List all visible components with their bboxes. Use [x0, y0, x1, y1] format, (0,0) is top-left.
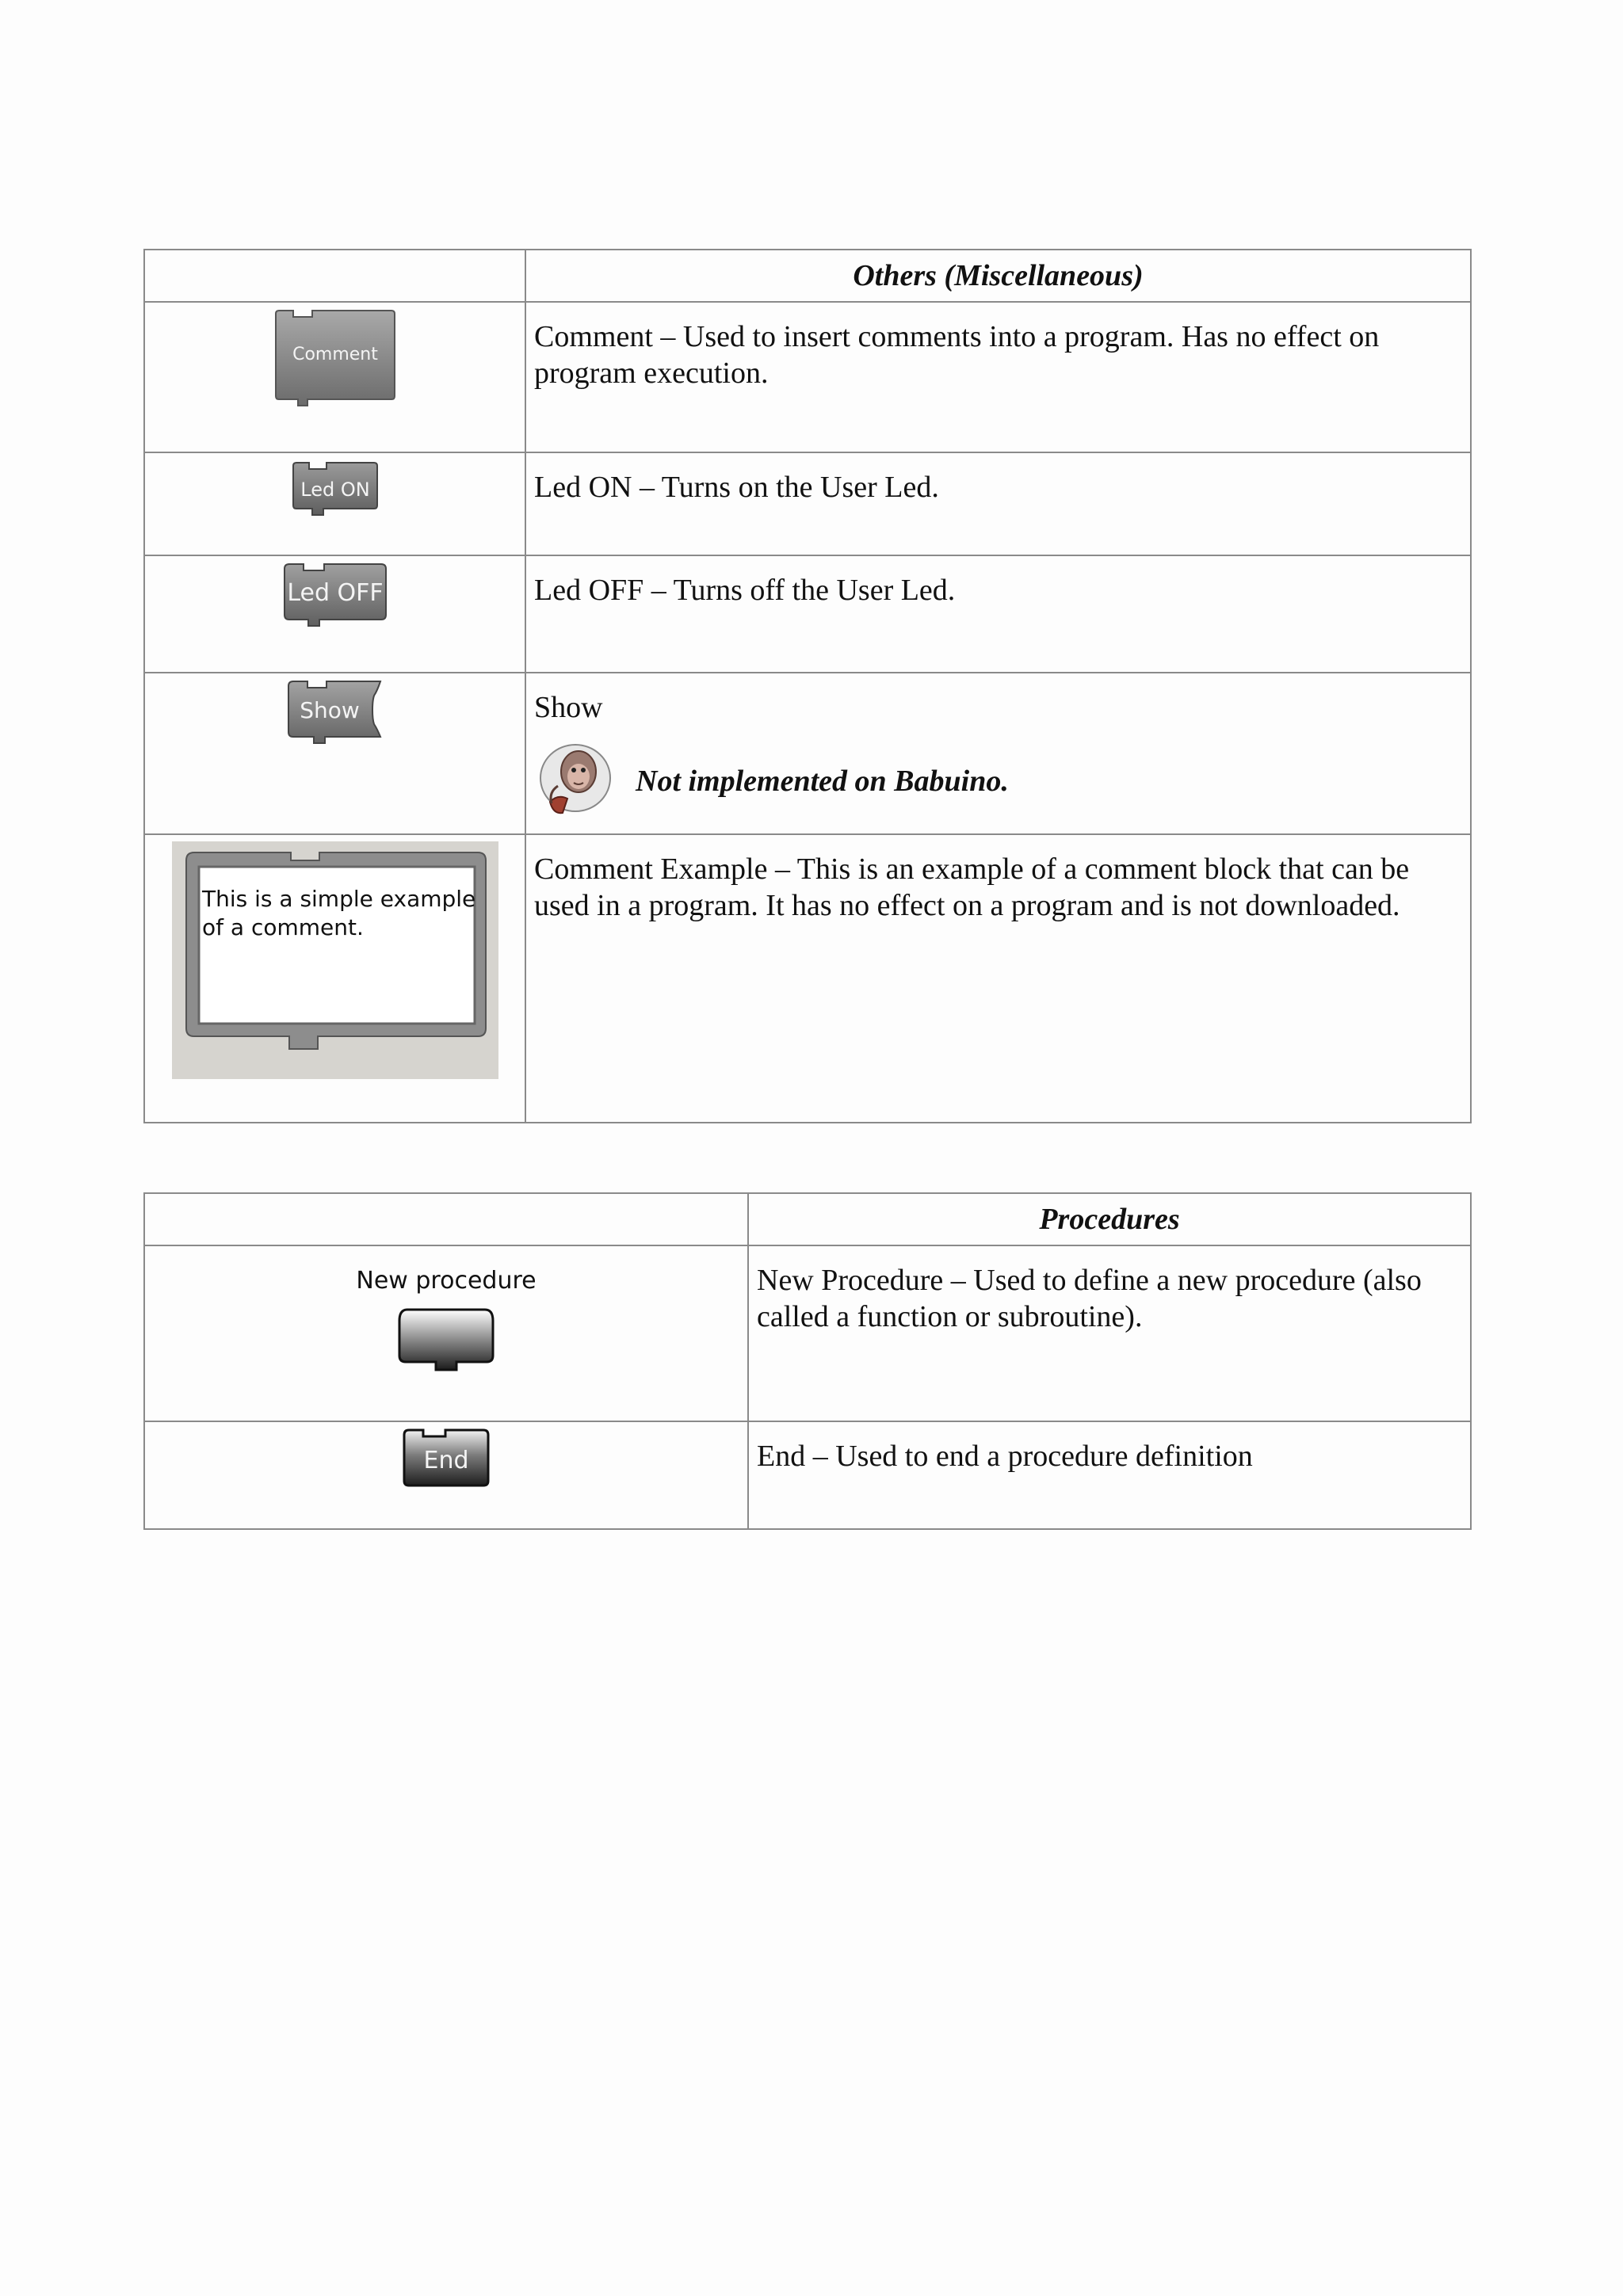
procedures-heading: Procedures: [748, 1193, 1471, 1245]
misc-heading: Others (Miscellaneous): [525, 250, 1471, 302]
comment-example-icon: [172, 841, 498, 1079]
led-off-block-label: Led OFF: [286, 579, 384, 607]
table-row: [144, 834, 1471, 1123]
babuino-note: [534, 740, 1462, 822]
led-on-description: Led ON – Turns on the User Led.: [525, 452, 1471, 555]
table-row: [144, 452, 1471, 555]
comment-example-description: Comment Example – This is an example of a comment block that can be used in a program. It has no effect on a program and is not downloaded.: [525, 834, 1471, 1123]
icon-cell: [144, 1421, 748, 1529]
end-description: End – Used to end a procedure definition: [748, 1421, 1471, 1529]
icon-cell: [144, 452, 525, 555]
led-off-block-icon: [283, 563, 388, 629]
end-block-label: End: [423, 1447, 469, 1474]
comment-block-label: Comment: [292, 345, 378, 364]
misc-table: [143, 249, 1472, 1123]
show-block-label: Show: [299, 697, 360, 723]
procedures-header-row: [144, 1193, 1471, 1245]
icon-cell: [144, 1245, 748, 1421]
show-description-cell: [525, 673, 1471, 834]
procedures-header-empty-cell: [144, 1193, 748, 1245]
show-block-icon: [287, 678, 384, 745]
babuino-monkey-icon: [534, 740, 617, 822]
comment-example-line1: This is a simple example: [201, 886, 475, 912]
table-row: [144, 1421, 1471, 1529]
show-description: Show: [534, 691, 603, 724]
new-procedure-label: New procedure: [356, 1267, 537, 1295]
led-on-block-icon: [292, 460, 379, 517]
table-row: [144, 1245, 1471, 1421]
table-row: [144, 302, 1471, 452]
procedures-table: [143, 1192, 1472, 1530]
icon-cell: [144, 834, 525, 1123]
new-procedure-block-icon: [396, 1306, 496, 1373]
icon-cell: [144, 302, 525, 452]
icon-cell: [144, 673, 525, 834]
end-block-icon: [401, 1427, 491, 1489]
misc-header-row: [144, 250, 1471, 302]
table-row: [144, 555, 1471, 673]
led-on-block-label: Led ON: [300, 479, 370, 501]
misc-header-empty-cell: [144, 250, 525, 302]
new-procedure-description: New Procedure – Used to define a new procedure (also called a function or subroutine).: [748, 1245, 1471, 1421]
comment-description: Comment – Used to insert comments into a program. Has no effect on program execution.: [525, 302, 1471, 452]
comment-example-line2: of a comment.: [201, 914, 364, 940]
led-off-description: Led OFF – Turns off the User Led.: [525, 555, 1471, 673]
table-row: [144, 673, 1471, 834]
comment-block-icon: [274, 309, 396, 407]
not-implemented-note: Not implemented on Babuino.: [636, 765, 1009, 798]
icon-cell: [144, 555, 525, 673]
